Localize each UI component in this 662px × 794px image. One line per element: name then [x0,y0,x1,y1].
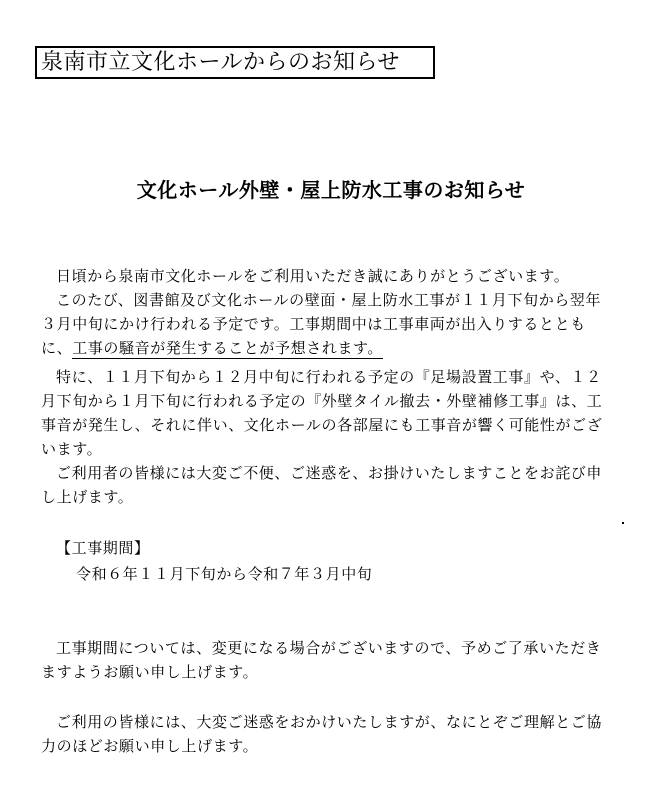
closing-line: 力のほどお願い申し上げます。 [41,737,259,755]
body-line: 日頃から泉南市文化ホールをご利用いただき誠にありがとうございます。 [56,267,570,285]
body-line: し上げます。 [41,488,134,506]
body-line [41,337,383,359]
closing-line: ますようお願い申し上げます。 [41,663,259,681]
notice-header-box [35,46,435,79]
body-line: 特に、１１月下旬から１２月中旬に行われる予定の『足場設置工事』や、１２ [56,368,602,386]
body-text: に、 [41,339,73,357]
body-line: ３月中旬にかけ行われる予定です。工事期間中は工事車両が出入りするととも [41,315,586,333]
scan-speck [622,522,624,524]
body-line: 事音が発生し、それに伴い、文化ホールの各部屋にも工事音が響く可能性がござ [41,416,603,434]
notice-header-text: 泉南市立文化ホールからのお知らせ [41,50,400,75]
document-title: 文化ホール外壁・屋上防水工事のお知らせ [136,178,526,202]
body-line: このたび、図書館及び文化ホールの壁面・屋上防水工事が１１月下旬から翌年 [56,291,602,309]
body-line: ご利用者の皆様には大変ご不便、ご迷惑を、お掛けいたしますことをお詫び申 [56,464,603,482]
body-line: います。 [41,440,103,458]
body-line: 月下旬から１月下旬に行われる予定の『外壁タイル撤去・外壁補修工事』は、工 [41,392,603,410]
period-heading: 【工事期間】 [56,539,150,557]
period-value: 令和６年１１月下旬から令和７年３月中旬 [76,565,373,583]
underlined-noise-warning: 工事の騒音が発生することが予想されます。 [72,339,384,357]
closing-line: 工事期間については、変更になる場合がございますので、予めご了承いただき [56,639,602,657]
closing-line: ご利用の皆様には、大変ご迷惑をおかけいたしますが、なにとぞご理解とご協 [56,713,603,731]
